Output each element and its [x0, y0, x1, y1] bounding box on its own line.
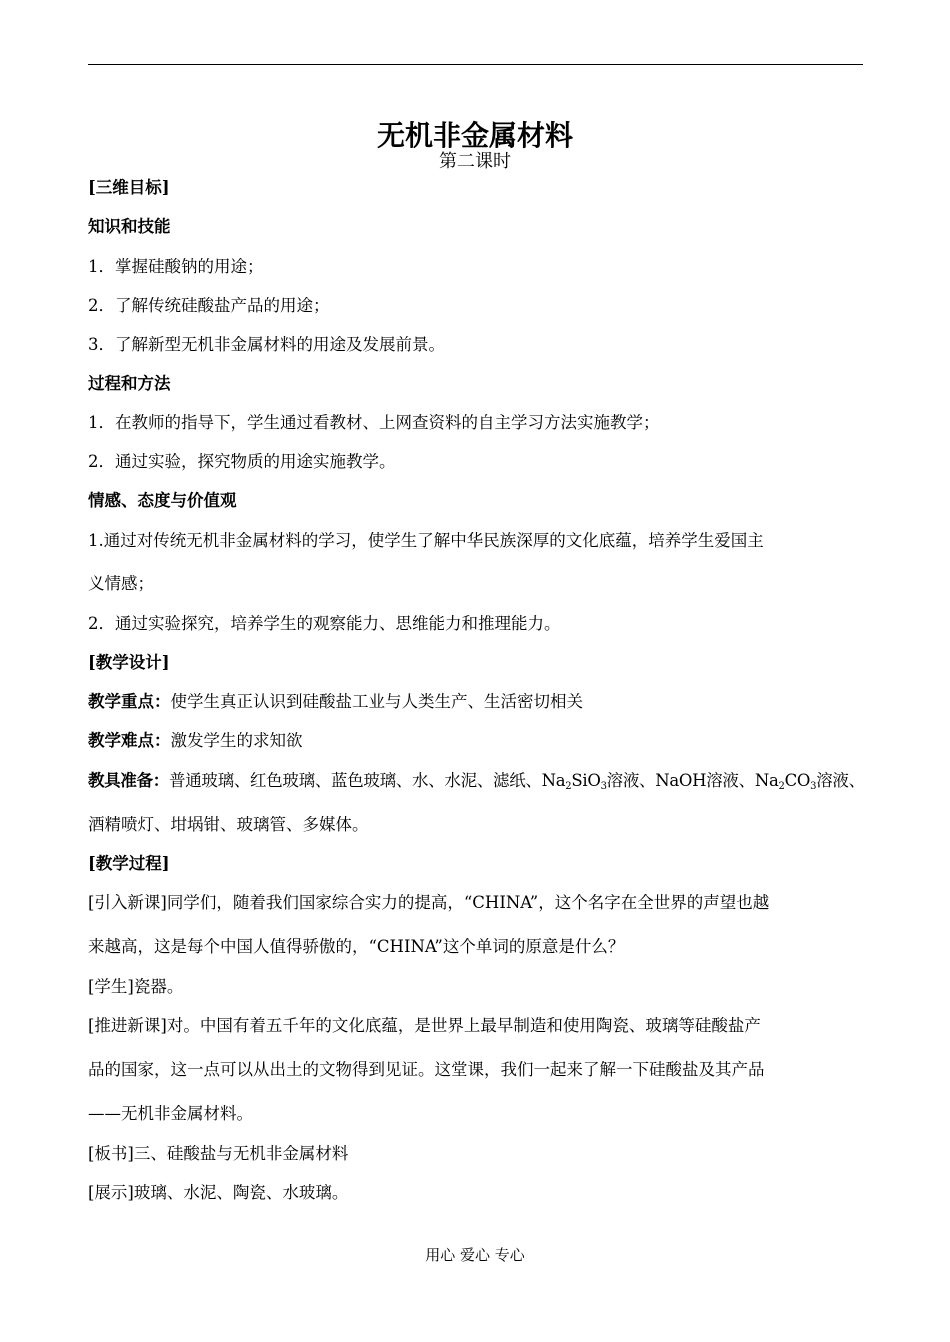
subscript-4: 3	[810, 781, 817, 792]
tools-text-a3: 溶液、NaOH溶液、Na	[606, 771, 779, 790]
tools-text-a4: CO	[784, 771, 811, 790]
process-item-2: 2．通过实验，探究物质的用途实施教学。	[88, 452, 396, 471]
subscript-3: 2	[778, 781, 785, 792]
display-note: [展示]玻璃、水泥、陶瓷、水玻璃。	[88, 1183, 349, 1202]
teaching-tools-line-2: 酒精喷灯、坩埚钳、玻璃管、多媒体。	[88, 815, 369, 834]
teaching-focus	[88, 689, 878, 715]
intro-line-1: [引入新课]同学们，随着我们国家综合实力的提高，“CHINA”，这个名字在全世界的声望也越	[88, 893, 770, 912]
teaching-difficulty-label: 教学难点：	[88, 731, 171, 750]
tools-text-a1: 普通玻璃、红色玻璃、蓝色玻璃、水、水泥、滤纸、Na	[169, 771, 566, 790]
section-heading-goals: [三维目标]	[88, 178, 170, 197]
subscript-1: 2	[565, 781, 572, 792]
teaching-difficulty-text: 激发学生的求知欲	[170, 731, 303, 750]
section-heading-procedure: [教学过程]	[88, 854, 170, 873]
knowledge-item-2: 2．了解传统硅酸盐产品的用途；	[88, 296, 330, 315]
knowledge-item-3: 3．了解新型无机非金属材料的用途及发展前景。	[88, 335, 445, 354]
tools-text-a2: SiO	[571, 771, 601, 790]
student-answer: [学生]瓷器。	[88, 977, 184, 996]
advance-line-3: ——无机非金属材料。	[88, 1104, 253, 1123]
process-item-1: 1．在教师的指导下，学生通过看教材、上网查资料的自主学习方法实施教学；	[88, 413, 660, 432]
teaching-tools-label: 教具准备：	[88, 771, 170, 790]
intro-line-2: 来越高，这是每个中国人值得骄傲的，“CHINA”这个单词的原意是什么？	[88, 937, 625, 956]
page-subtitle: 第二课时	[439, 151, 511, 172]
subheading-process: 过程和方法	[88, 374, 171, 393]
header-rule	[88, 64, 863, 65]
subheading-knowledge: 知识和技能	[88, 217, 171, 236]
page-title: 无机非金属材料	[376, 119, 573, 152]
page-footer: 用心 爱心 专心	[425, 1246, 525, 1264]
teaching-difficulty	[88, 728, 878, 754]
advance-line-2: 品的国家，这一点可以从出土的文物得到见证。这堂课，我们一起来了解一下硅酸盐及其产品	[88, 1060, 765, 1079]
emotion-item-2: 2．通过实验探究，培养学生的观察能力、思维能力和推理能力。	[88, 614, 561, 633]
section-heading-design: [教学设计]	[88, 653, 170, 672]
emotion-item-1-line-1: 1.通过对传统无机非金属材料的学习，使学生了解中华民族深厚的文化底蕴，培养学生爱国主	[88, 531, 764, 550]
teaching-tools-line-1	[88, 768, 878, 794]
subheading-emotion: 情感、态度与价值观	[88, 491, 237, 510]
subscript-2: 3	[600, 781, 607, 792]
board-note: [板书]三、硅酸盐与无机非金属材料	[88, 1144, 349, 1163]
emotion-item-1-line-2: 义情感；	[88, 574, 154, 593]
teaching-focus-label: 教学重点：	[88, 692, 171, 711]
advance-line-1: [推进新课]对。中国有着五千年的文化底蕴，是世界上最早制造和使用陶瓷、玻璃等硅酸盐产	[88, 1016, 761, 1035]
tools-text-a5: 溶液、	[816, 771, 865, 790]
teaching-focus-text: 使学生真正认识到硅酸盐工业与人类生产、生活密切相关	[170, 692, 583, 711]
knowledge-item-1: 1．掌握硅酸钠的用途；	[88, 257, 264, 276]
